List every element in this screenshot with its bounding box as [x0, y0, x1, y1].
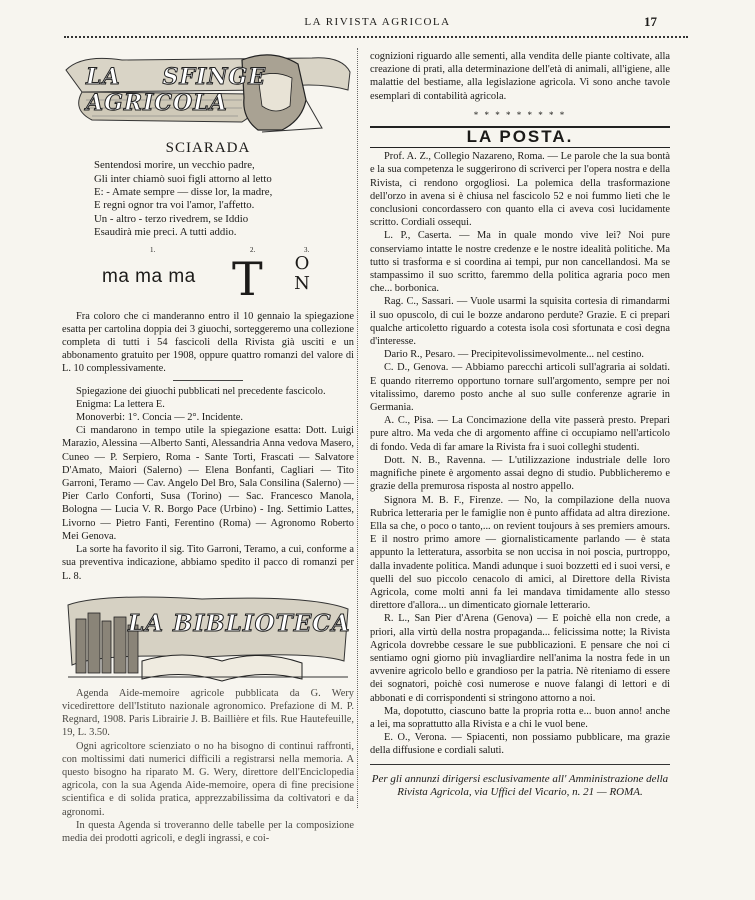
- rebus-number-2: 2.: [250, 245, 256, 254]
- rebus-letter-o: O: [294, 252, 310, 274]
- rebus-words: ma ma ma: [102, 265, 196, 287]
- enigma-solution: Enigma: La lettera E.: [76, 398, 165, 410]
- solutori-list: Ci mandarono in tempo utile la spiegazione esatta: Dott. Luigi Marazio, Alessina —Alberto Santi, Alessandria Anna vedova Masero, Cuneo — P. Serpiero, Roma - Sante Torti, Frascati — Salvatore D'Amato, Maiori (Salerno) — Elena Bonfanti, Cagliari — Tito Garroni, Teramo — Cav. Angelo Del Bro, Sala Consilina (Salerno) — Pier Carlo Conforti, Susa (Torino) — Sac. Francesco Manola, Bologna — Lucia V. R. Borgo Pace (Urbino) - Ing. Settimio Lattes, Livorno — Pietro Fanti, Ferentino (Roma) — Agronomo Roberto Mei Genova.: [62, 425, 354, 542]
- poem-line: E: - Amate sempre — disse lor, la madre,: [94, 186, 273, 199]
- column-divider: [357, 48, 358, 808]
- header-dotted-rule: [64, 36, 688, 38]
- biblio-entry-body-continued: In questa Agenda si troveranno delle tabelle per la composizione media dei prodotti agricoli, e degli ingrassi, e coi-: [62, 819, 354, 844]
- poem-line: Esaudirà mie preci. A tutti addio.: [94, 226, 237, 239]
- sciarada-poem: [94, 159, 354, 239]
- posta-letter: Dott. N. B., Ravenna. — L'utilizzazione industriale delle loro magnifiche pinete è argomento assai degno di studio. Pubblicheremo e grazie della premurosa risposta al nostro appello.: [370, 454, 670, 493]
- posta-title: LA POSTA.: [466, 127, 574, 147]
- posta-letter: Rag. C., Sassari. — Vuole usarmi la squisita cortesia di rimandarmi il suo opuscolo, di cui le bozze andarono perdute? Grazie. E ci prepari qualche articoletto riguardo a cotesta isola così sfortunata e così degna d'interesse.: [370, 296, 670, 348]
- footnote-announcements: Per gli annunzi dirigersi esclusivamente all' Amministrazione della Rivista Agricola, via Uffici del Vicario, n. 21 — ROMA.: [371, 772, 669, 798]
- poem-line: Sentendosi morire, un vecchio padre,: [94, 159, 255, 172]
- page-number: 17: [644, 14, 657, 29]
- sfinge-banner-text: LA SFINGE AGRICOLA: [86, 64, 266, 116]
- posta-letter: Prof. A. Z., Collegio Nazareno, Roma. — Le parole che la sua bontà e la sua competenza le suggerirono di scriverci per l'opera nostra e della Rivista, ci rendono orgogliosi. La polemica della trasformazione dell'orzo in avena si è chiusa nel fascicolo 52 e noi fummo lieti che le conclusioni concordassero con quanto ella ci aveva così lucidamente scritto. Cordiali ossequi.: [370, 151, 670, 229]
- rebus-number-1: 1.: [150, 245, 156, 254]
- posta-letter: A. C., Pisa. — La Concimazione della vite passerà presto. Prepari pure altro. Ma veda che di argomento affine ci occupiamo nell'articolo di fondo. Veda di far amare la Rivista fra i suoi colleghi studenti.: [370, 415, 670, 453]
- page-header-title: LA RIVISTA AGRICOLA: [304, 16, 451, 28]
- short-rule: [173, 380, 243, 381]
- posta-letter: C. D., Genova. — Abbiamo parecchi articoli sull'agraria ai soldati. E quando riterremo opportuno tornare sull'argomento, sempre per noi vitalissimo, daremo posto anche al suo sulle conferenze agrarie in Germania.: [370, 362, 670, 414]
- right-column: [370, 50, 670, 799]
- books-illustration: [62, 591, 354, 687]
- posta-letter: R. L., San Pier d'Arena (Genova) — E poichè ella non crede, a priori, alla virtù della nostra propaganda... felicissima notte; la Rivista Agricola dovrebbe cessare le sue pubblicazioni. E pensare che noi ci sentiamo ogni giorno più invagliardire nell'anima la nostra fede in un avvenire agricolo bello e grandioso per la patria. Nè riteniamo di essere dei sognatori, poichè così numerose e nuove falangi di lettori e di abbonati e di corrispondenti si stringono attorno a noi.: [370, 613, 670, 704]
- sciarada-title: SCIARADA: [165, 140, 251, 156]
- biblio-continuation: cognizioni riguardo alle sementi, alla vendita delle piante coltivate, alla creazione di prati, alla determinazione dell'età di animali, all'igiene, alle malattie del bestiame, alla legislazione agricola. Vi sono anche tavole esemplari di contabilità agricola.: [370, 51, 670, 102]
- sorte-paragraph: La sorte ha favorito il sig. Tito Garroni, Teramo, a cui, conforme a sua preventiva indicazione, abbiamo spedito il pacco di romanzi per L. 8.: [62, 544, 354, 582]
- posta-letter: Signora M. B. F., Firenze. — No, la compilazione della nuova Rubrica letteraria per le famiglie non è punto affidata ad altra direzione. Ella sa che, o poco o tanto,... on revient toujours à ses premiers amours. E il nostro primo amore — giornalisticamente parlando — è stata appunto la letteratura, assorbita se non uccisa in noi poscia, purtroppo, dalla invadente politica. Mandi adunque i suoi bozzetti ed i suoi versi, e quelli del suo piccolo cenacolo di amici, al Direttore della Rivista Agricola, come molti anni fa lei mandava timidamente allo stesso direttore d'allora... un dimenticato giornale letterario.: [370, 494, 670, 612]
- posta-letter: E. O., Verona. — Spiacenti, non possiamo pubblicare, ma grazie della diffusione e cordiali saluti.: [370, 732, 670, 757]
- poem-line: E regni ognor tra voi l'amor, l'affetto.: [94, 199, 255, 212]
- spiegazione-title: Spiegazione dei giuochi pubblicati nel precedente fascicolo.: [76, 385, 326, 397]
- biblioteca-banner: [62, 591, 354, 687]
- left-column: [62, 50, 354, 845]
- posta-letter: Ma, dopotutto, ciascuno batte la propria rotta e... buon anno! anche a lei, ma soprattutto alla Rivista e a chi le vuol bene.: [370, 705, 670, 730]
- concorso-paragraph: Fra coloro che ci manderanno entro il 10 gennaio la spiegazione esatta per cartolina doppia dei 3 giuochi, sorteggeremo una collezione completa di tutti i 54 fascicoli della Rivista già usciti e un abbonamento gratuito per 1908, oppure quattro romanzi del valore di L. 10 complessivamente.: [62, 310, 354, 375]
- poem-line: Gli inter chiamò suoi figli attorno al letto: [94, 172, 272, 185]
- rebus-letter-t: T: [232, 251, 263, 306]
- monoverbi-solution: Monoverbi: 1°. Concia — 2°. Incidente.: [76, 412, 244, 424]
- section-stars: * * * * * * * * *: [473, 109, 567, 120]
- biblio-entry-body: Ogni agricoltore scienziato o no ha bisogno di continui raffronti, con moltissimi dati numerici difficili a registrarsi nella memoria. A questo bisogno ha riparato M. G. Wery, direttore dell'Enciclopedia agricola, con la sua Agenda Aide-memoire, opera di fine precisione scientifica e di solida pratica, apprezzabilissima da coltivatori e da agronomi.: [62, 740, 354, 818]
- rebus: [62, 244, 354, 306]
- posta-letter: L. P., Caserta. — Ma in quale mondo vive lei? Noi pure conserviamo intatte le nostre credenze e le nostre idealità politiche. Ma tutto si trasforma e si coordina ai tempi, pur non cancellandosi. Ma se stampassimo il suo scritto, faremmo della politica agraria poco men che... borbonica.: [370, 230, 670, 295]
- rebus-letters-on: [294, 254, 310, 294]
- biblio-entry-title: Agenda Aide-memoire agricole pubblicata da G. Wery vicedirettore dell'Istituto nazionale agronomico. Prefazione di M. P. Regnard, 1908. Paris Librairie J. B. Baillière et fils. Rue Hautefeuille, 19, L. 3.50.: [62, 687, 354, 739]
- posta-letter: Dario R., Pesaro. — Precipitevolissimevolmente... nel cestino.: [384, 349, 645, 361]
- poem-line: Un - altro - terzo rivedrem, se Iddio: [94, 212, 249, 225]
- sfinge-banner: [62, 50, 354, 134]
- posta-rule-bottom: [370, 147, 670, 148]
- rebus-number-3: 3.: [304, 245, 310, 254]
- biblioteca-banner-text: LA BIBLIOTECA: [128, 609, 351, 637]
- rebus-letter-n: N: [294, 272, 310, 294]
- footnote-rule: [370, 764, 670, 765]
